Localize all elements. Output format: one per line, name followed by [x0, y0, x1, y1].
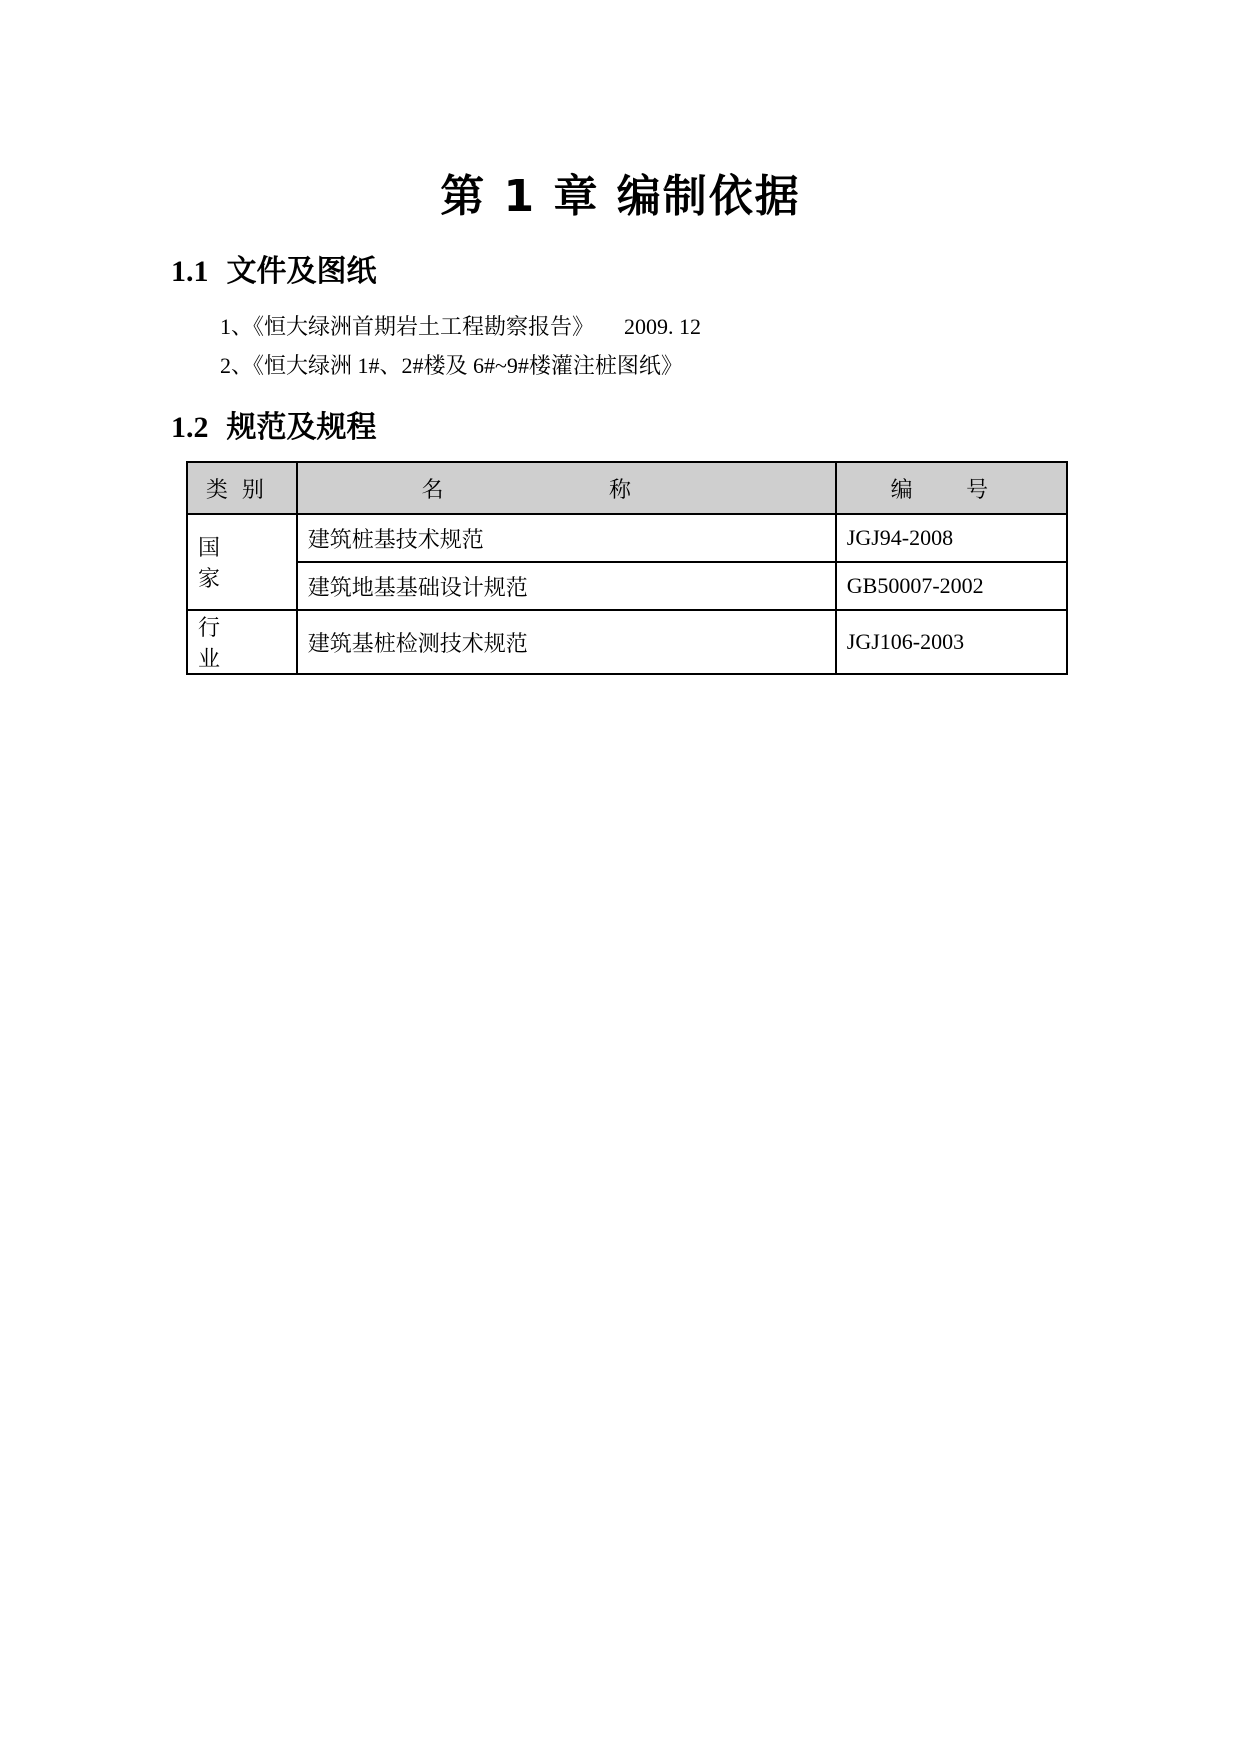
- standard-code-cell: JGJ106-2003: [836, 610, 1067, 674]
- chapter-title: 第 1 章 编制依据: [440, 171, 801, 222]
- section-heading-1-1: [171, 246, 377, 290]
- section-number: 1.2: [171, 411, 209, 444]
- document-item-1: [220, 310, 701, 341]
- header-name: 名 称: [297, 462, 836, 514]
- table-header-row: [187, 462, 1067, 514]
- header-code: 编 号: [836, 462, 1067, 514]
- standard-name-cell: 建筑桩基技术规范: [297, 514, 836, 562]
- document-item-date: 2009. 12: [624, 314, 702, 339]
- section-title: 文件及图纸: [226, 254, 377, 289]
- standard-code-cell: JGJ94-2008: [836, 514, 1067, 562]
- document-item-text: 1、《恒大绿洲首期岩土工程勘察报告》: [220, 314, 595, 339]
- section-title: 规范及规程: [226, 410, 377, 445]
- header-category: 类别: [187, 462, 297, 514]
- table-row: [187, 562, 1067, 610]
- table-row: [187, 514, 1067, 562]
- document-item-2: [220, 349, 683, 380]
- document-item-text: 2、《恒大绿洲 1#、2#楼及 6#~9#楼灌注桩图纸》: [220, 353, 683, 378]
- standards-table: [186, 461, 1068, 675]
- category-cell: 行 业: [187, 610, 297, 674]
- table-row: [187, 610, 1067, 674]
- category-cell: 国 家: [187, 514, 297, 610]
- section-heading-1-2: [171, 402, 377, 446]
- standard-name-cell: 建筑地基基础设计规范: [297, 562, 836, 610]
- section-number: 1.1: [171, 255, 209, 288]
- standard-code-cell: GB50007-2002: [836, 562, 1067, 610]
- standard-name-cell: 建筑基桩检测技术规范: [297, 610, 836, 674]
